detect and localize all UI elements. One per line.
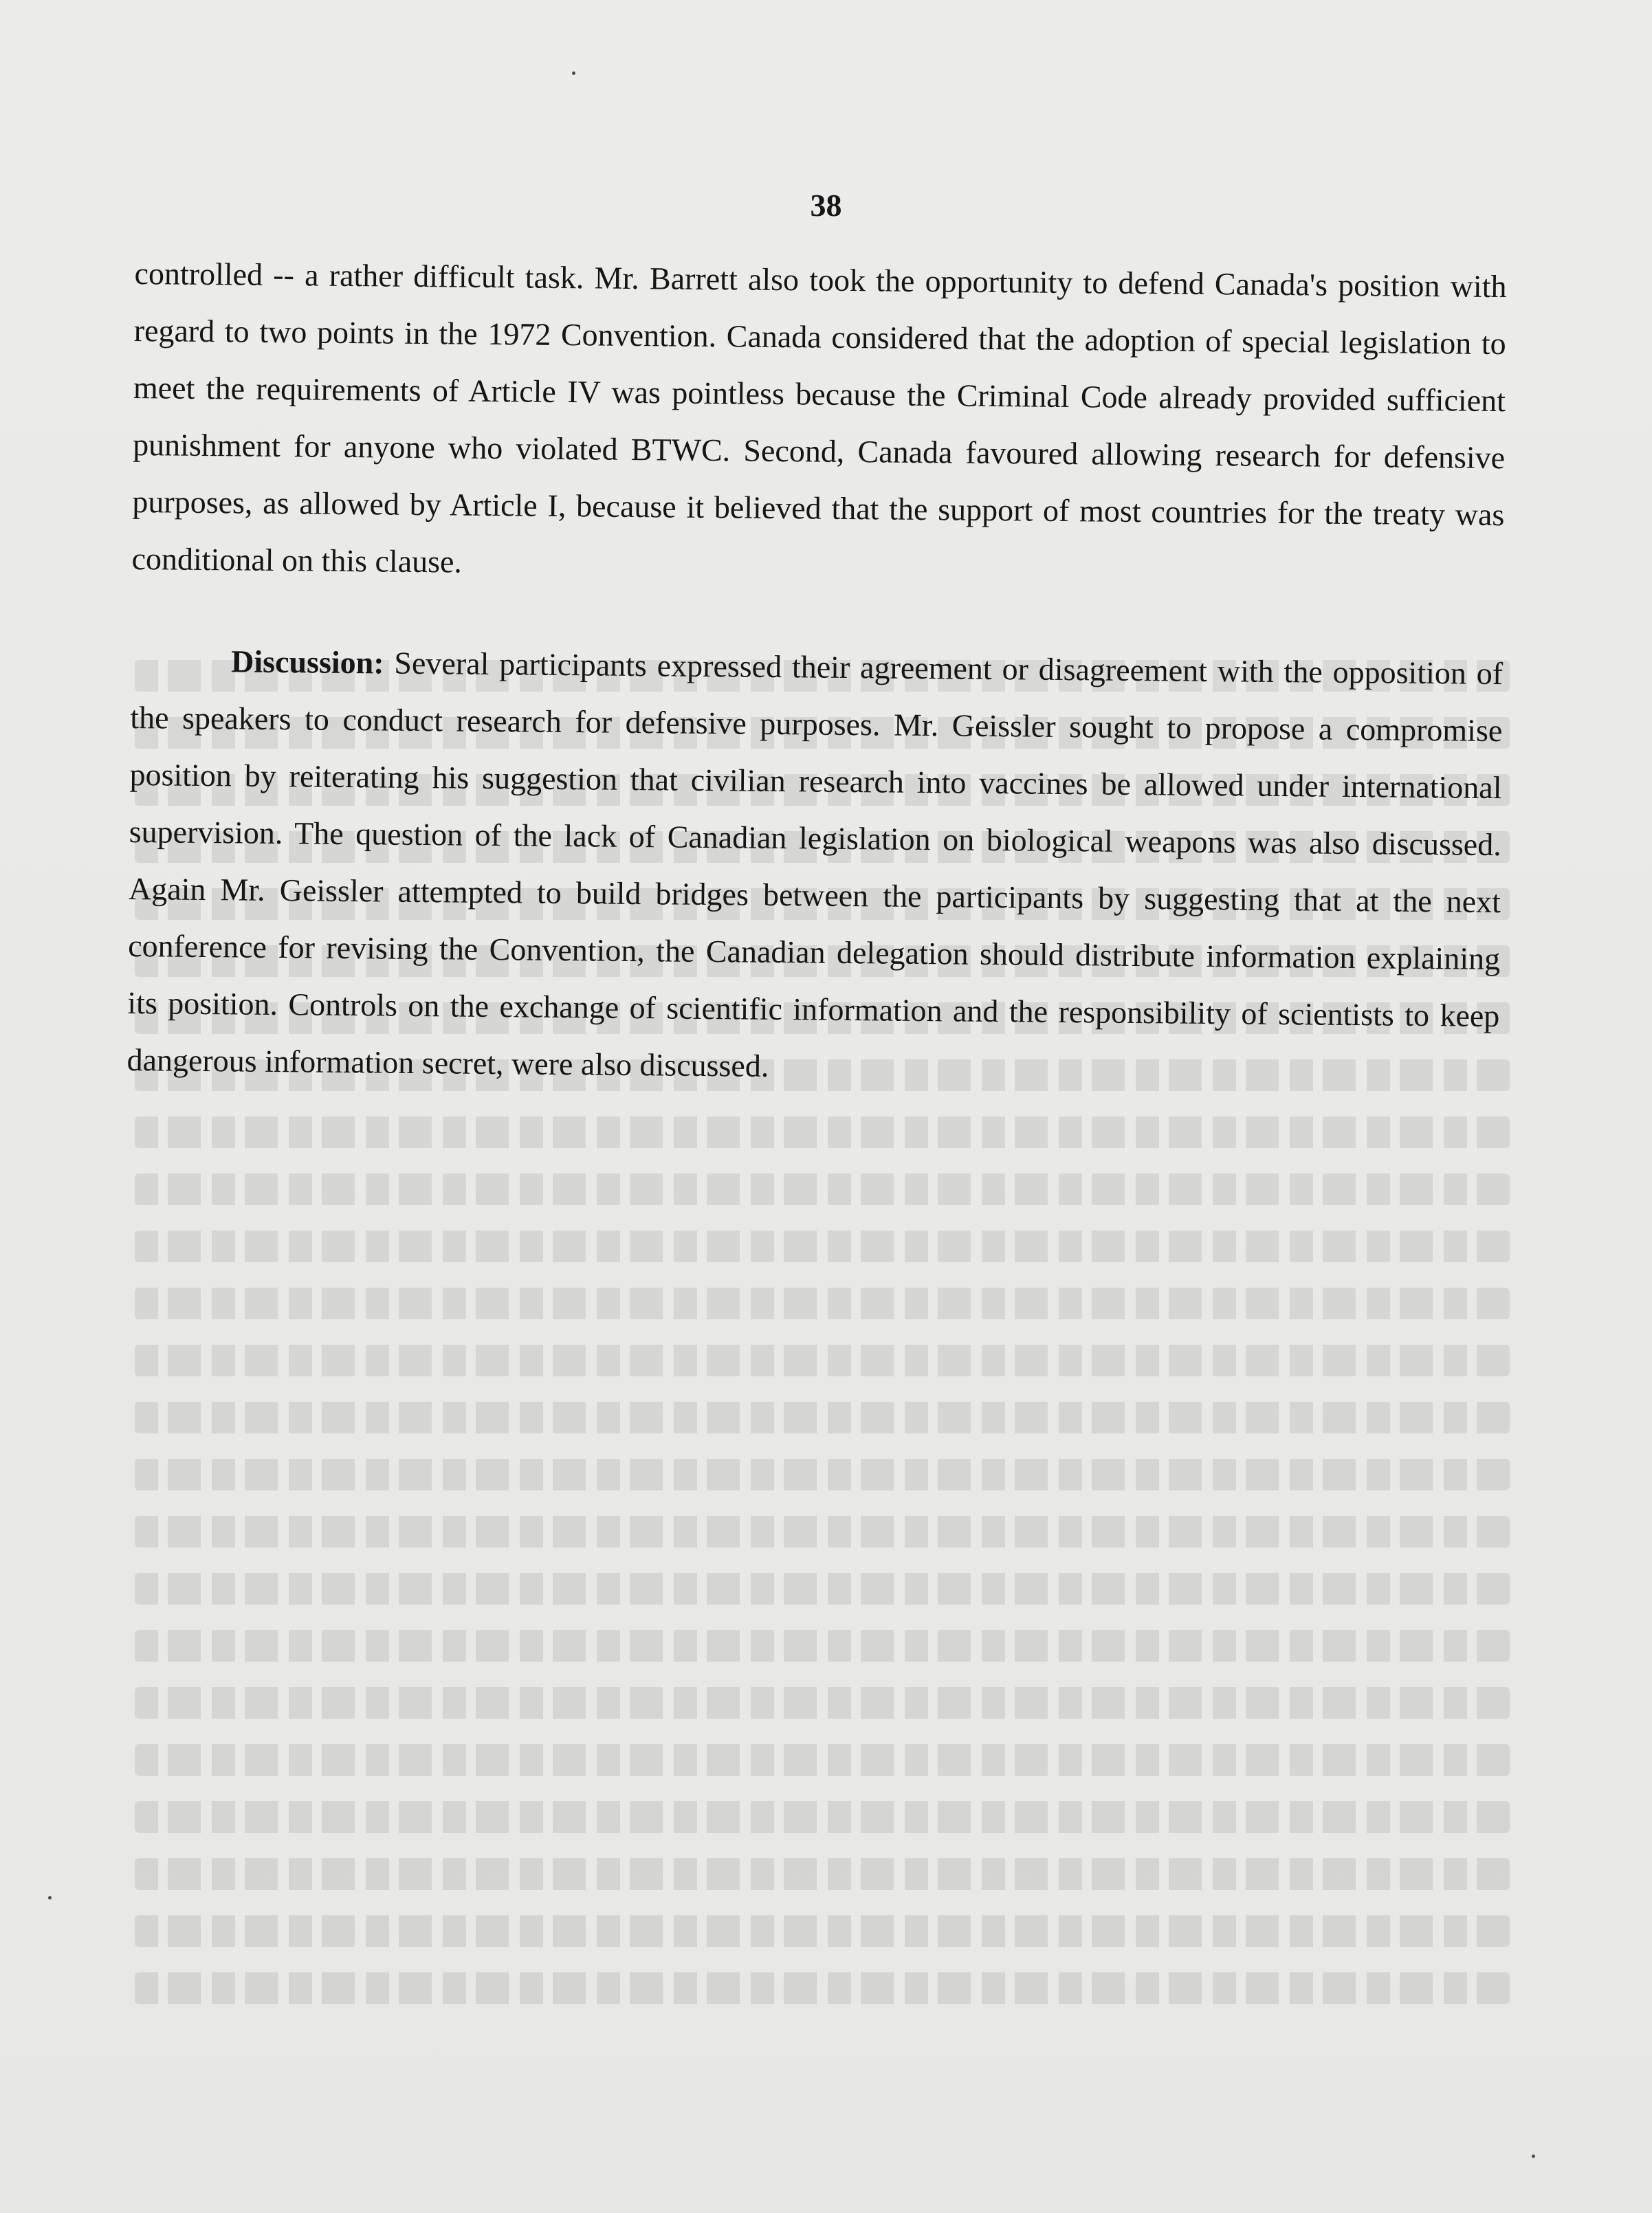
scan-speck xyxy=(572,71,575,75)
scan-speck xyxy=(48,1896,52,1900)
paragraph-1 xyxy=(131,245,1507,600)
body-text xyxy=(126,245,1507,1101)
page-number: 38 xyxy=(810,188,842,223)
paragraph-1-text: controlled -- a rather difficult task. Mr. Barrett also took the opportunity to defend Canada's position with regard to two points in the 1972 Convention. Canada considered that the adoption of special legislation to meet the requirements of Article IV was pointless because the Criminal Code already provided sufficient punishment for anyone who violated BTWC. Second, Canada favoured allowing research for defensive purposes, as allowed by Article I, because it believed that the support of most countries for the treaty was conditional on this clause. xyxy=(131,255,1507,580)
scan-speck xyxy=(1532,2155,1535,2158)
paragraph-2 xyxy=(126,632,1503,1101)
paragraph-2-text: Several participants expressed their agreement or disagreement with the opposition of the speakers to conduct research for defensive purposes. Mr. Geissler sought to propose a compromise position by reiterating his suggestion that civilian research into vaccines be allowed under international supervision. The question of the lack of Canadian legislation on biological weapons was also discussed. Again Mr. Geissler attempted to build bridges between the participants by suggesting that at the next conference for revising the Convention, the Canadian delegation should distribute information explaining its position. Controls on the exchange of scientific information and the responsibility of scientists to keep dangerous information secret, were also discussed. xyxy=(126,645,1504,1083)
discussion-heading: Discussion: xyxy=(230,643,384,681)
